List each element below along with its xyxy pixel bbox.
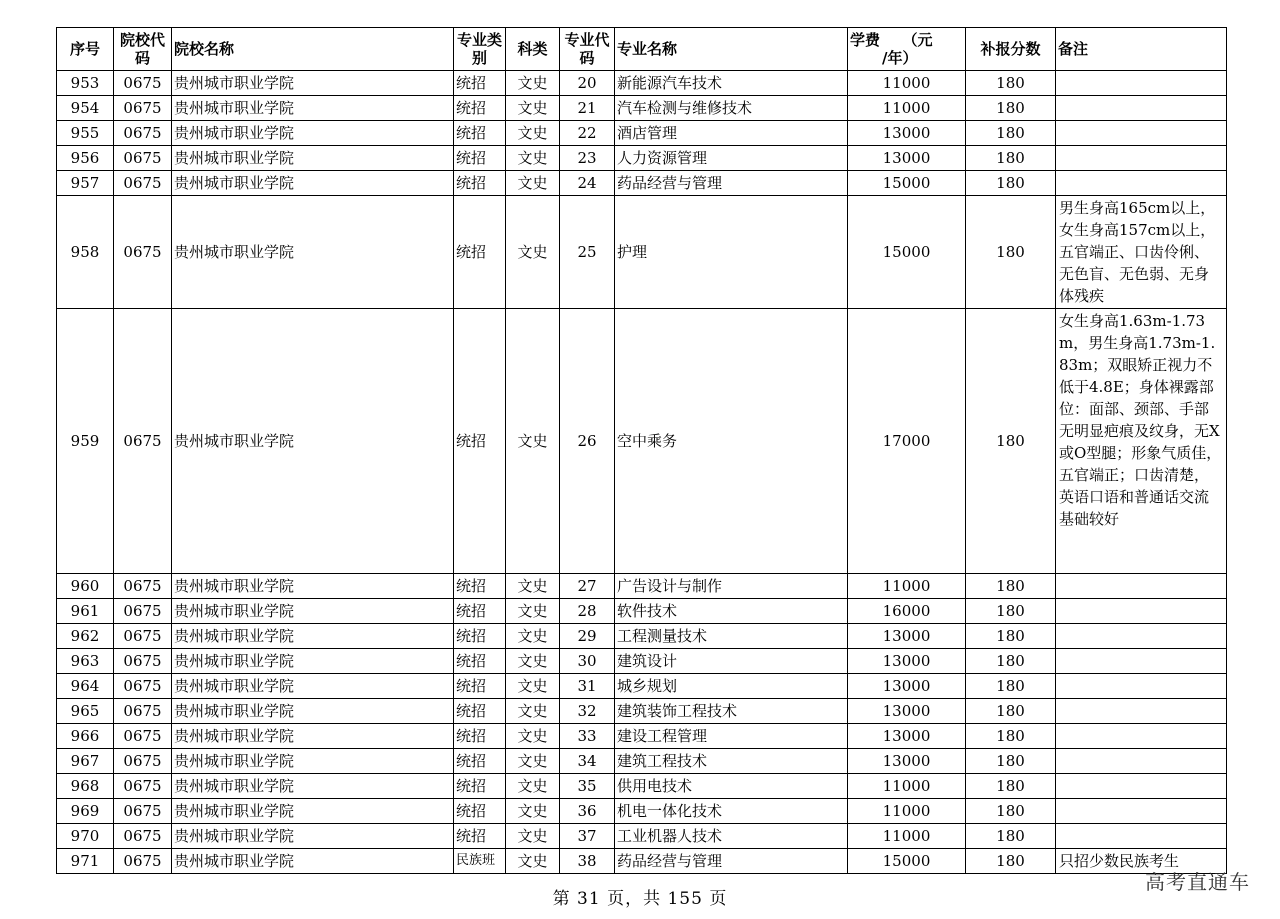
header-subject: 科类 <box>506 28 560 71</box>
cell-major-type: 统招 <box>454 71 506 96</box>
cell-remark <box>1056 824 1227 849</box>
cell-fee: 13000 <box>848 649 966 674</box>
cell-major-type: 统招 <box>454 309 506 574</box>
cell-major-code: 33 <box>560 724 615 749</box>
cell-school-code: 0675 <box>114 799 172 824</box>
cell-major-type: 统招 <box>454 649 506 674</box>
cell-subject: 文史 <box>506 774 560 799</box>
cell-major-type: 统招 <box>454 171 506 196</box>
cell-fee: 11000 <box>848 799 966 824</box>
admission-table-sheet <box>56 27 1226 874</box>
cell-score: 180 <box>966 799 1056 824</box>
cell-major-type: 统招 <box>454 574 506 599</box>
cell-school-name: 贵州城市职业学院 <box>172 574 454 599</box>
cell-school-name: 贵州城市职业学院 <box>172 774 454 799</box>
cell-major-name: 人力资源管理 <box>615 146 848 171</box>
cell-major-code: 27 <box>560 574 615 599</box>
cell-school-name: 贵州城市职业学院 <box>172 674 454 699</box>
cell-school-name: 贵州城市职业学院 <box>172 146 454 171</box>
cell-remark: 女生身高1.63m-1.73m，男生身高1.73m-1.83m；双眼矫正视力不低于4.8E；身体裸露部位：面部、颈部、手部无明显疤痕及纹身，无X或O型腿；形象气质佳，五官端正；口齿清楚，英语口语和普通话交流基础较好 <box>1056 309 1227 574</box>
cell-school-code: 0675 <box>114 96 172 121</box>
cell-remark <box>1056 71 1227 96</box>
cell-score: 180 <box>966 774 1056 799</box>
cell-major-type: 统招 <box>454 774 506 799</box>
cell-school-name: 贵州城市职业学院 <box>172 849 454 874</box>
cell-fee: 13000 <box>848 121 966 146</box>
cell-seq: 967 <box>57 749 114 774</box>
table-row <box>57 96 1227 121</box>
cell-score: 180 <box>966 824 1056 849</box>
cell-subject: 文史 <box>506 599 560 624</box>
cell-score: 180 <box>966 649 1056 674</box>
cell-fee: 15000 <box>848 171 966 196</box>
cell-major-type: 统招 <box>454 749 506 774</box>
cell-major-name: 建筑工程技术 <box>615 749 848 774</box>
header-major-type: 专业类别 <box>454 28 506 71</box>
cell-school-code: 0675 <box>114 774 172 799</box>
cell-remark <box>1056 574 1227 599</box>
cell-score: 180 <box>966 121 1056 146</box>
cell-major-name: 建筑设计 <box>615 649 848 674</box>
table-row <box>57 824 1227 849</box>
cell-school-code: 0675 <box>114 171 172 196</box>
cell-major-name: 机电一体化技术 <box>615 799 848 824</box>
cell-subject: 文史 <box>506 146 560 171</box>
header-major-name: 专业名称 <box>615 28 848 71</box>
header-school-code: 院校代码 <box>114 28 172 71</box>
cell-major-type: 统招 <box>454 674 506 699</box>
cell-major-type: 统招 <box>454 699 506 724</box>
cell-school-name: 贵州城市职业学院 <box>172 599 454 624</box>
cell-major-name: 建筑装饰工程技术 <box>615 699 848 724</box>
cell-subject: 文史 <box>506 309 560 574</box>
header-seq: 序号 <box>57 28 114 71</box>
cell-remark <box>1056 96 1227 121</box>
cell-major-name: 药品经营与管理 <box>615 171 848 196</box>
cell-score: 180 <box>966 624 1056 649</box>
admission-table <box>56 27 1227 874</box>
cell-major-name: 广告设计与制作 <box>615 574 848 599</box>
cell-seq: 966 <box>57 724 114 749</box>
cell-major-code: 24 <box>560 171 615 196</box>
cell-school-name: 贵州城市职业学院 <box>172 309 454 574</box>
cell-major-code: 20 <box>560 71 615 96</box>
cell-major-type: 统招 <box>454 96 506 121</box>
cell-remark <box>1056 774 1227 799</box>
header-fee <box>848 28 966 71</box>
cell-subject: 文史 <box>506 71 560 96</box>
cell-fee: 13000 <box>848 624 966 649</box>
header-major-code: 专业代码 <box>560 28 615 71</box>
cell-fee: 13000 <box>848 724 966 749</box>
cell-major-code: 35 <box>560 774 615 799</box>
cell-remark <box>1056 599 1227 624</box>
cell-major-code: 28 <box>560 599 615 624</box>
header-fee-line2: /年） <box>882 49 918 67</box>
table-row <box>57 196 1227 309</box>
cell-school-name: 贵州城市职业学院 <box>172 171 454 196</box>
cell-subject: 文史 <box>506 574 560 599</box>
cell-major-code: 36 <box>560 799 615 824</box>
cell-seq: 962 <box>57 624 114 649</box>
cell-fee: 11000 <box>848 71 966 96</box>
table-row <box>57 674 1227 699</box>
header-fee-line1: 学费 （元 <box>850 31 933 49</box>
header-remark: 备注 <box>1056 28 1227 71</box>
cell-seq: 970 <box>57 824 114 849</box>
cell-major-code: 29 <box>560 624 615 649</box>
cell-major-type: 统招 <box>454 824 506 849</box>
cell-school-code: 0675 <box>114 574 172 599</box>
cell-seq: 960 <box>57 574 114 599</box>
cell-score: 180 <box>966 171 1056 196</box>
cell-school-code: 0675 <box>114 699 172 724</box>
cell-fee: 15000 <box>848 196 966 309</box>
cell-score: 180 <box>966 309 1056 574</box>
cell-major-code: 23 <box>560 146 615 171</box>
cell-major-name: 汽车检测与维修技术 <box>615 96 848 121</box>
cell-school-code: 0675 <box>114 724 172 749</box>
table-row <box>57 624 1227 649</box>
cell-seq: 968 <box>57 774 114 799</box>
cell-major-code: 31 <box>560 674 615 699</box>
cell-major-type: 统招 <box>454 146 506 171</box>
table-row <box>57 599 1227 624</box>
cell-subject: 文史 <box>506 624 560 649</box>
cell-remark <box>1056 699 1227 724</box>
cell-major-type: 统招 <box>454 624 506 649</box>
table-row <box>57 699 1227 724</box>
cell-fee: 17000 <box>848 309 966 574</box>
cell-school-name: 贵州城市职业学院 <box>172 724 454 749</box>
cell-major-name: 软件技术 <box>615 599 848 624</box>
table-row <box>57 171 1227 196</box>
cell-score: 180 <box>966 196 1056 309</box>
cell-major-code: 21 <box>560 96 615 121</box>
cell-major-code: 32 <box>560 699 615 724</box>
cell-fee: 13000 <box>848 146 966 171</box>
cell-subject: 文史 <box>506 674 560 699</box>
cell-major-name: 建设工程管理 <box>615 724 848 749</box>
cell-subject: 文史 <box>506 171 560 196</box>
header-score: 补报分数 <box>966 28 1056 71</box>
cell-fee: 13000 <box>848 699 966 724</box>
cell-school-code: 0675 <box>114 309 172 574</box>
table-row <box>57 849 1227 874</box>
cell-school-code: 0675 <box>114 599 172 624</box>
cell-major-type: 统招 <box>454 799 506 824</box>
cell-school-code: 0675 <box>114 146 172 171</box>
cell-major-code: 30 <box>560 649 615 674</box>
cell-major-name: 城乡规划 <box>615 674 848 699</box>
cell-seq: 953 <box>57 71 114 96</box>
cell-remark <box>1056 649 1227 674</box>
cell-score: 180 <box>966 96 1056 121</box>
cell-major-type: 统招 <box>454 196 506 309</box>
cell-major-code: 26 <box>560 309 615 574</box>
cell-school-code: 0675 <box>114 749 172 774</box>
cell-major-name: 工业机器人技术 <box>615 824 848 849</box>
table-row <box>57 749 1227 774</box>
cell-seq: 954 <box>57 96 114 121</box>
cell-score: 180 <box>966 599 1056 624</box>
cell-seq: 964 <box>57 674 114 699</box>
cell-school-name: 贵州城市职业学院 <box>172 799 454 824</box>
cell-remark <box>1056 121 1227 146</box>
cell-major-name: 供用电技术 <box>615 774 848 799</box>
cell-subject: 文史 <box>506 749 560 774</box>
cell-score: 180 <box>966 749 1056 774</box>
cell-seq: 971 <box>57 849 114 874</box>
cell-seq: 959 <box>57 309 114 574</box>
cell-school-code: 0675 <box>114 71 172 96</box>
cell-school-code: 0675 <box>114 674 172 699</box>
cell-school-code: 0675 <box>114 121 172 146</box>
cell-subject: 文史 <box>506 799 560 824</box>
cell-fee: 16000 <box>848 599 966 624</box>
watermark-text: 高考直通车 <box>1145 870 1250 894</box>
cell-remark <box>1056 799 1227 824</box>
cell-school-name: 贵州城市职业学院 <box>172 749 454 774</box>
cell-fee: 11000 <box>848 774 966 799</box>
cell-subject: 文史 <box>506 824 560 849</box>
cell-school-name: 贵州城市职业学院 <box>172 624 454 649</box>
header-school-name: 院校名称 <box>172 28 454 71</box>
cell-subject: 文史 <box>506 699 560 724</box>
cell-seq: 963 <box>57 649 114 674</box>
cell-subject: 文史 <box>506 196 560 309</box>
cell-major-name: 药品经营与管理 <box>615 849 848 874</box>
cell-school-name: 贵州城市职业学院 <box>172 699 454 724</box>
cell-remark <box>1056 674 1227 699</box>
cell-subject: 文史 <box>506 849 560 874</box>
cell-seq: 955 <box>57 121 114 146</box>
cell-school-code: 0675 <box>114 824 172 849</box>
cell-remark: 男生身高165cm以上，女生身高157cm以上，五官端正、口齿伶俐、无色盲、无色弱、无身体残疾 <box>1056 196 1227 309</box>
cell-school-name: 贵州城市职业学院 <box>172 121 454 146</box>
cell-score: 180 <box>966 146 1056 171</box>
cell-school-name: 贵州城市职业学院 <box>172 649 454 674</box>
cell-fee: 13000 <box>848 749 966 774</box>
cell-major-type: 统招 <box>454 121 506 146</box>
table-row <box>57 724 1227 749</box>
cell-major-type: 民族班 <box>454 849 506 874</box>
cell-subject: 文史 <box>506 121 560 146</box>
cell-school-code: 0675 <box>114 649 172 674</box>
table-row <box>57 649 1227 674</box>
cell-score: 180 <box>966 724 1056 749</box>
cell-major-name: 酒店管理 <box>615 121 848 146</box>
table-row <box>57 774 1227 799</box>
cell-major-type: 统招 <box>454 724 506 749</box>
cell-fee: 11000 <box>848 574 966 599</box>
table-row <box>57 309 1227 574</box>
cell-school-name: 贵州城市职业学院 <box>172 824 454 849</box>
cell-score: 180 <box>966 674 1056 699</box>
cell-major-name: 新能源汽车技术 <box>615 71 848 96</box>
cell-score: 180 <box>966 574 1056 599</box>
cell-fee: 11000 <box>848 824 966 849</box>
cell-school-code: 0675 <box>114 196 172 309</box>
cell-score: 180 <box>966 699 1056 724</box>
table-row <box>57 71 1227 96</box>
cell-fee: 13000 <box>848 674 966 699</box>
cell-remark: 只招少数民族考生 <box>1056 849 1227 874</box>
cell-major-name: 护理 <box>615 196 848 309</box>
cell-remark <box>1056 171 1227 196</box>
cell-school-name: 贵州城市职业学院 <box>172 71 454 96</box>
cell-major-code: 34 <box>560 749 615 774</box>
cell-subject: 文史 <box>506 96 560 121</box>
table-row <box>57 146 1227 171</box>
cell-fee: 15000 <box>848 849 966 874</box>
cell-remark <box>1056 624 1227 649</box>
table-header-row <box>57 28 1227 71</box>
cell-major-code: 38 <box>560 849 615 874</box>
cell-school-code: 0675 <box>114 624 172 649</box>
cell-major-code: 37 <box>560 824 615 849</box>
cell-seq: 957 <box>57 171 114 196</box>
cell-score: 180 <box>966 849 1056 874</box>
cell-remark <box>1056 146 1227 171</box>
cell-seq: 965 <box>57 699 114 724</box>
cell-remark <box>1056 724 1227 749</box>
cell-school-code: 0675 <box>114 849 172 874</box>
cell-seq: 961 <box>57 599 114 624</box>
table-body <box>57 71 1227 874</box>
cell-major-name: 空中乘务 <box>615 309 848 574</box>
table-row <box>57 574 1227 599</box>
page-footer: 第 31 页，共 155 页 <box>552 889 728 909</box>
cell-seq: 969 <box>57 799 114 824</box>
cell-seq: 958 <box>57 196 114 309</box>
cell-school-name: 贵州城市职业学院 <box>172 196 454 309</box>
cell-fee: 11000 <box>848 96 966 121</box>
cell-seq: 956 <box>57 146 114 171</box>
cell-major-type: 统招 <box>454 599 506 624</box>
cell-school-name: 贵州城市职业学院 <box>172 96 454 121</box>
cell-subject: 文史 <box>506 649 560 674</box>
cell-major-name: 工程测量技术 <box>615 624 848 649</box>
table-row <box>57 799 1227 824</box>
cell-major-code: 25 <box>560 196 615 309</box>
cell-remark <box>1056 749 1227 774</box>
table-row <box>57 121 1227 146</box>
cell-score: 180 <box>966 71 1056 96</box>
cell-major-code: 22 <box>560 121 615 146</box>
cell-subject: 文史 <box>506 724 560 749</box>
